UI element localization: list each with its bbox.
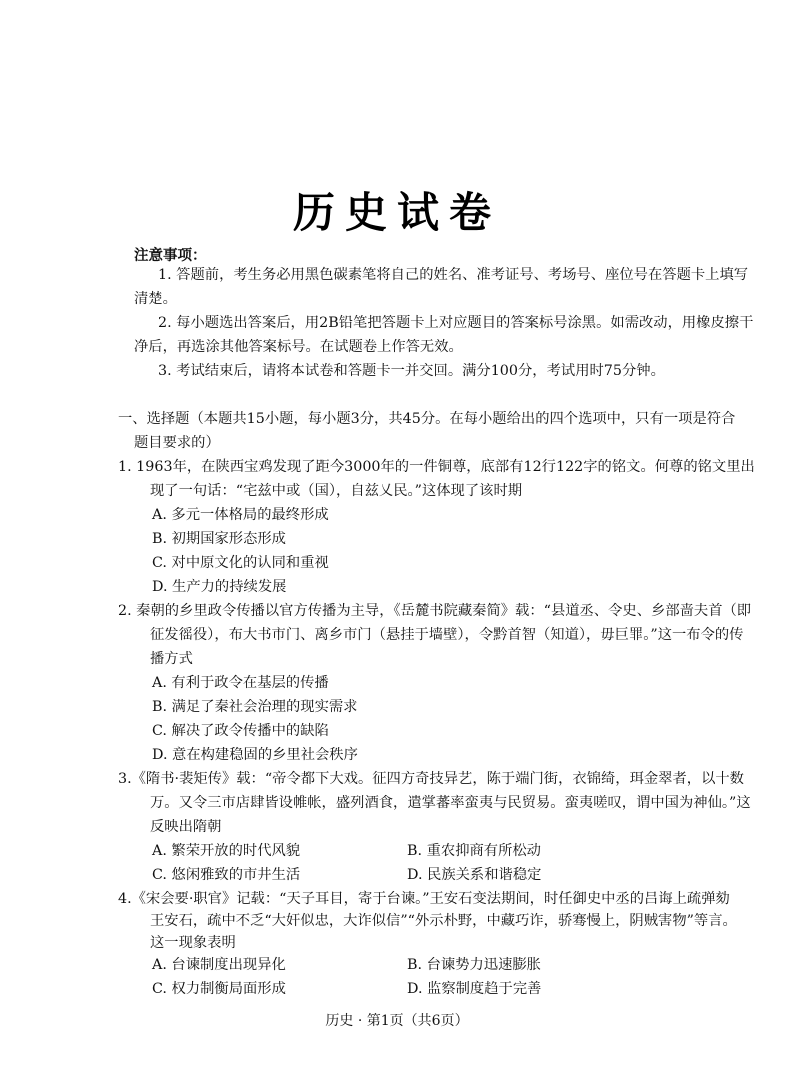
question-2-option-b: B. 满足了秦社会治理的现实需求 [152, 699, 358, 715]
question-4-stem-cont: 王安石，疏中不乏“大奸似忠，大诈似信”“外示朴野，中藏巧诈，骄骞慢上，阴贼害物”等言。 [150, 913, 737, 929]
question-1-option-b: B. 初期国家形态形成 [152, 531, 286, 547]
section-heading-cont: 题目要求的） [134, 435, 220, 451]
question-4-option-a: A. 台谏制度出现异化 [152, 957, 286, 973]
notice-line: 净后，再选涂其他答案标号。在试题卷上作答无效。 [134, 339, 463, 355]
question-1-option-c: C. 对中原文化的认同和重视 [152, 555, 329, 571]
question-3-stem: 3.《隋书·裴矩传》载：“帝令都下大戏。征四方奇技异艺，陈于端门街，衣锦绮，珥金翠者，以十数 [118, 771, 744, 787]
notice-line: 3. 考试结束后，请将本试卷和答题卡一并交回。满分100分，考试用时75分钟。 [158, 363, 665, 379]
question-2-stem-cont: 征发徭役），布大书市门、离乡市门（悬挂于墙壁），令黔首智（知道），毋巨罪。”这一布令的传 [150, 627, 744, 643]
question-4-option-c: C. 权力制衡局面形成 [152, 981, 286, 997]
notice-line: 2. 每小题选出答案后，用2B铅笔把答题卡上对应题目的答案标号涂黑。如需改动，用橡皮擦干 [158, 315, 754, 331]
question-1-stem-cont: 现了一句话：“宅兹中或（国），自兹乂民。”这体现了该时期 [150, 483, 523, 499]
question-1-option-d: D. 生产力的持续发展 [152, 579, 287, 595]
question-3-stem-cont: 万。又令三市店肆皆设帷帐，盛列酒食，遣掌蕃率蛮夷与民贸易。蛮夷嗟叹，谓中国为神仙。”这 [150, 795, 751, 811]
question-4-stem-cont: 这一现象表明 [150, 935, 236, 951]
page-footer: 历史 · 第1页（共6页） [325, 1013, 469, 1029]
question-4-option-d: D. 监察制度趋于完善 [407, 981, 542, 997]
question-4-option-b: B. 台谏势力迅速膨胀 [407, 957, 541, 973]
question-2-option-a: A. 有利于政令在基层的传播 [152, 675, 329, 691]
question-3-option-a: A. 繁荣开放的时代风貌 [152, 843, 301, 859]
question-2-option-d: D. 意在构建稳固的乡里社会秩序 [152, 747, 358, 763]
question-3-option-b: B. 重农抑商有所松动 [407, 843, 541, 859]
question-1-option-a: A. 多元一体格局的最终形成 [152, 507, 329, 523]
question-2-stem-cont: 播方式 [150, 651, 193, 667]
page-title: 历史试卷 [292, 188, 501, 237]
question-2-stem: 2. 秦朝的乡里政令传播以官方传播为主导，《岳麓书院藏秦简》载：“县道丞、令史、乡部啬夫首（即 [118, 603, 752, 619]
question-3-option-c: C. 悠闲雅致的市井生活 [152, 867, 301, 883]
notice-line: 1. 答题前，考生务必用黑色碳素笔将自己的姓名、准考证号、考场号、座位号在答题卡上填写 [158, 267, 749, 283]
question-4-stem: 4.《宋会要·职官》记载：“天子耳目，寄于台谏。”王安石变法期间，时任御史中丞的吕诲上疏弹劾 [118, 891, 730, 907]
question-2-option-c: C. 解决了政令传播中的缺陷 [152, 723, 329, 739]
question-3-option-d: D. 民族关系和谐稳定 [407, 867, 542, 883]
section-heading: 一、选择题（本题共15小题，每小题3分，共45分。在每小题给出的四个选项中，只有一项是符合 [118, 411, 736, 427]
question-3-stem-cont: 反映出隋朝 [150, 819, 222, 835]
notice-heading: 注意事项： [134, 247, 207, 264]
question-1-stem: 1. 1963年，在陕西宝鸡发现了距今3000年的一件铜尊，底部有12行122字的铭文。何尊的铭文里出 [118, 459, 755, 475]
notice-line: 清楚。 [134, 291, 177, 307]
